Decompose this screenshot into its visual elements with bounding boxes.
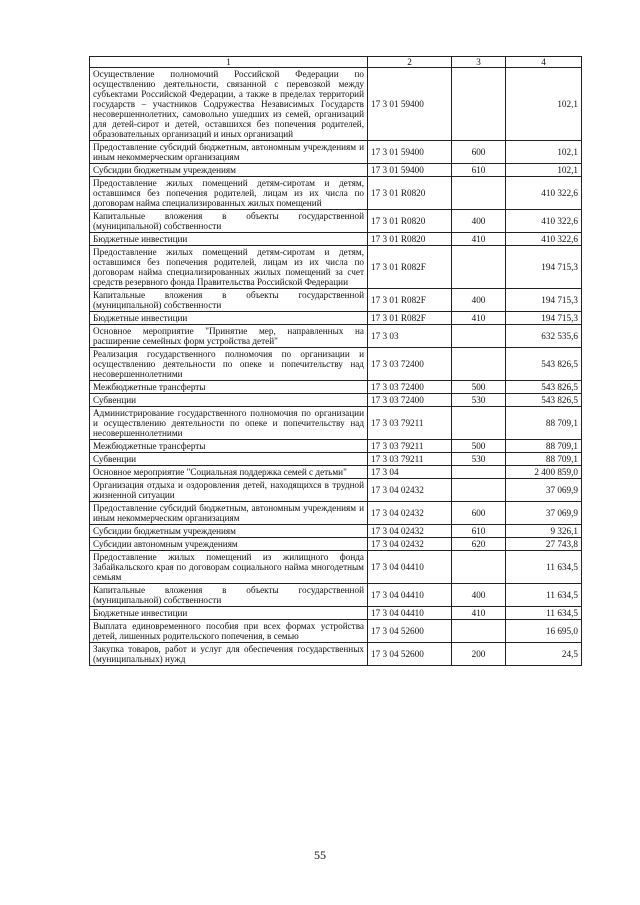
row-amount-cell: 9 326,1 xyxy=(506,525,582,538)
row-amount-cell: 2 400 859,0 xyxy=(506,466,582,479)
row-code-cell: 17 3 01 R082F xyxy=(368,246,452,289)
row-expense-type-cell: 610 xyxy=(452,164,506,177)
row-code-cell: 17 3 04 02432 xyxy=(368,479,452,502)
row-amount-cell: 102,1 xyxy=(506,164,582,177)
row-expense-type-cell xyxy=(452,246,506,289)
row-code-cell: 17 3 04 02432 xyxy=(368,538,452,551)
table-row xyxy=(90,525,582,538)
row-expense-type-cell: 400 xyxy=(452,584,506,607)
row-code-cell: 17 3 04 04410 xyxy=(368,607,452,620)
row-code-cell: 17 3 03 72400 xyxy=(368,348,452,381)
table-row xyxy=(90,394,582,407)
row-code-cell: 17 3 03 xyxy=(368,325,452,348)
row-amount-cell: 543 826,5 xyxy=(506,394,582,407)
row-expense-type-cell xyxy=(452,466,506,479)
row-name-cell: Основное мероприятие "Принятие мер, направленных на расширение семейных форм устройства детей" xyxy=(90,325,368,348)
header-row xyxy=(90,57,582,68)
row-amount-cell: 11 634,5 xyxy=(506,551,582,584)
row-expense-type-cell xyxy=(452,551,506,584)
row-code-cell: 17 3 01 R082F xyxy=(368,289,452,312)
row-name-cell: Субсидии бюджетным учреждениям xyxy=(90,525,368,538)
row-amount-cell: 102,1 xyxy=(506,141,582,164)
table-row xyxy=(90,68,582,141)
row-code-cell: 17 3 03 79211 xyxy=(368,407,452,440)
row-expense-type-cell: 530 xyxy=(452,453,506,466)
table-row xyxy=(90,643,582,666)
table-row xyxy=(90,502,582,525)
row-amount-cell: 543 826,5 xyxy=(506,348,582,381)
row-amount-cell: 24,5 xyxy=(506,643,582,666)
budget-table xyxy=(89,56,582,666)
table-row xyxy=(90,141,582,164)
row-code-cell: 17 3 04 52600 xyxy=(368,643,452,666)
row-code-cell: 17 3 01 59400 xyxy=(368,141,452,164)
row-amount-cell: 11 634,5 xyxy=(506,584,582,607)
row-expense-type-cell: 530 xyxy=(452,394,506,407)
row-code-cell: 17 3 04 02432 xyxy=(368,502,452,525)
row-name-cell: Предоставление жилых помещений детям-сиротам и детям, оставшимся без попечения родителей, лицам из их числа по договорам найма специализированных жилых помещений за счет средств резервного фонда Правительства Российской Федерации xyxy=(90,246,368,289)
row-code-cell: 17 3 01 R0820 xyxy=(368,233,452,246)
row-code-cell: 17 3 04 04410 xyxy=(368,584,452,607)
table-row xyxy=(90,233,582,246)
row-name-cell: Субвенции xyxy=(90,394,368,407)
row-expense-type-cell xyxy=(452,177,506,210)
row-expense-type-cell: 600 xyxy=(452,141,506,164)
row-code-cell: 17 3 04 04410 xyxy=(368,551,452,584)
row-name-cell: Субвенции xyxy=(90,453,368,466)
row-expense-type-cell xyxy=(452,68,506,141)
row-code-cell: 17 3 04 02432 xyxy=(368,525,452,538)
row-amount-cell: 632 535,6 xyxy=(506,325,582,348)
row-amount-cell: 88 709,1 xyxy=(506,453,582,466)
row-expense-type-cell xyxy=(452,479,506,502)
row-code-cell: 17 3 04 52600 xyxy=(368,620,452,643)
row-name-cell: Капитальные вложения в объекты государственной (муниципальной) собственности xyxy=(90,289,368,312)
row-amount-cell: 410 322,6 xyxy=(506,233,582,246)
table-row xyxy=(90,453,582,466)
row-name-cell: Предоставление жилых помещений из жилищного фонда Забайкальского края по договорам социального найма многодетным семьям xyxy=(90,551,368,584)
row-code-cell: 17 3 04 xyxy=(368,466,452,479)
table-row xyxy=(90,407,582,440)
table-header xyxy=(90,57,582,68)
row-name-cell: Капитальные вложения в объекты государственной (муниципальной) собственности xyxy=(90,210,368,233)
row-amount-cell: 16 695,0 xyxy=(506,620,582,643)
row-amount-cell: 194 715,3 xyxy=(506,312,582,325)
table-row xyxy=(90,466,582,479)
row-name-cell: Закупка товаров, работ и услуг для обеспечения государственных (муниципальных) нужд xyxy=(90,643,368,666)
table-row xyxy=(90,348,582,381)
table-row xyxy=(90,538,582,551)
table-row xyxy=(90,177,582,210)
table-body xyxy=(90,68,582,666)
row-code-cell: 17 3 03 72400 xyxy=(368,381,452,394)
row-expense-type-cell: 610 xyxy=(452,525,506,538)
row-amount-cell: 543 826,5 xyxy=(506,381,582,394)
table-row xyxy=(90,381,582,394)
row-name-cell: Бюджетные инвестиции xyxy=(90,607,368,620)
row-code-cell: 17 3 03 72400 xyxy=(368,394,452,407)
row-expense-type-cell: 410 xyxy=(452,312,506,325)
row-name-cell: Капитальные вложения в объекты государственной (муниципальной) собственности xyxy=(90,584,368,607)
row-name-cell: Администрирование государственного полномочия по организации и осуществлению деятельности по опеке и попечительству над несовершеннолетними xyxy=(90,407,368,440)
row-code-cell: 17 3 03 79211 xyxy=(368,440,452,453)
row-name-cell: Межбюджетные трансферты xyxy=(90,381,368,394)
row-expense-type-cell: 500 xyxy=(452,381,506,394)
row-code-cell: 17 3 01 R0820 xyxy=(368,177,452,210)
row-name-cell: Реализация государственного полномочия по организации и осуществлению деятельности по опеке и попечительству над несовершеннолетними xyxy=(90,348,368,381)
row-name-cell: Бюджетные инвестиции xyxy=(90,233,368,246)
row-expense-type-cell: 410 xyxy=(452,233,506,246)
table-row xyxy=(90,210,582,233)
row-name-cell: Организация отдыха и оздоровления детей, находящихся в трудной жизненной ситуации xyxy=(90,479,368,502)
row-expense-type-cell xyxy=(452,407,506,440)
row-amount-cell: 27 743,8 xyxy=(506,538,582,551)
row-name-cell: Выплата единовременного пособия при всех формах устройства детей, лишенных родительского попечения, в семью xyxy=(90,620,368,643)
row-expense-type-cell: 400 xyxy=(452,289,506,312)
table-row xyxy=(90,607,582,620)
table-row xyxy=(90,440,582,453)
row-name-cell: Бюджетные инвестиции xyxy=(90,312,368,325)
row-expense-type-cell: 200 xyxy=(452,643,506,666)
row-code-cell: 17 3 01 R082F xyxy=(368,312,452,325)
row-amount-cell: 194 715,3 xyxy=(506,289,582,312)
row-amount-cell: 88 709,1 xyxy=(506,407,582,440)
column-header-amount: 4 xyxy=(506,57,582,68)
row-code-cell: 17 3 01 R0820 xyxy=(368,210,452,233)
row-name-cell: Предоставление субсидий бюджетным, автономным учреждениям и иным некоммерческим организациям xyxy=(90,502,368,525)
row-name-cell: Предоставление жилых помещений детям-сиротам и детям, оставшимся без попечения родителей, лицам из их числа по договорам найма специализированных жилых помещений xyxy=(90,177,368,210)
row-name-cell: Осуществление полномочий Российской Федерации по осуществлению деятельности, связанной с перевозкой между субъектами Российской Федерации, а также в пределах территорий государств – участников Содружества Независимых Государств несовершеннолетних, самовольно ушедших из семей, организаций для детей-сирот и детей, оставшихся без попечения родителей, образовательных организаций и иных организаций xyxy=(90,68,368,141)
row-name-cell: Субсидии автономным учреждениям xyxy=(90,538,368,551)
table-row xyxy=(90,325,582,348)
row-expense-type-cell xyxy=(452,348,506,381)
row-amount-cell: 37 069,9 xyxy=(506,502,582,525)
row-amount-cell: 11 634,5 xyxy=(506,607,582,620)
row-expense-type-cell: 620 xyxy=(452,538,506,551)
row-name-cell: Основное мероприятие "Социальная поддержка семей с детьми" xyxy=(90,466,368,479)
row-amount-cell: 410 322,6 xyxy=(506,210,582,233)
row-code-cell: 17 3 01 59400 xyxy=(368,164,452,177)
column-header-expense-type: 3 xyxy=(452,57,506,68)
row-name-cell: Межбюджетные трансферты xyxy=(90,440,368,453)
table-row xyxy=(90,164,582,177)
column-header-code: 2 xyxy=(368,57,452,68)
table-row xyxy=(90,312,582,325)
table-row xyxy=(90,620,582,643)
table-row xyxy=(90,584,582,607)
row-amount-cell: 102,1 xyxy=(506,68,582,141)
row-amount-cell: 88 709,1 xyxy=(506,440,582,453)
page-number: 55 xyxy=(314,848,326,862)
row-name-cell: Предоставление субсидий бюджетным, автономным учреждениям и иным некоммерческим организациям xyxy=(90,141,368,164)
row-expense-type-cell: 410 xyxy=(452,607,506,620)
row-name-cell: Субсидии бюджетным учреждениям xyxy=(90,164,368,177)
row-amount-cell: 410 322,6 xyxy=(506,177,582,210)
table-row xyxy=(90,246,582,289)
table-row xyxy=(90,289,582,312)
column-header-name: 1 xyxy=(90,57,368,68)
row-expense-type-cell: 500 xyxy=(452,440,506,453)
row-code-cell: 17 3 03 79211 xyxy=(368,453,452,466)
row-expense-type-cell: 400 xyxy=(452,210,506,233)
table-row xyxy=(90,479,582,502)
row-amount-cell: 37 069,9 xyxy=(506,479,582,502)
row-code-cell: 17 3 01 59400 xyxy=(368,68,452,141)
row-expense-type-cell: 600 xyxy=(452,502,506,525)
row-amount-cell: 194 715,3 xyxy=(506,246,582,289)
table-row xyxy=(90,551,582,584)
row-expense-type-cell xyxy=(452,620,506,643)
row-expense-type-cell xyxy=(452,325,506,348)
